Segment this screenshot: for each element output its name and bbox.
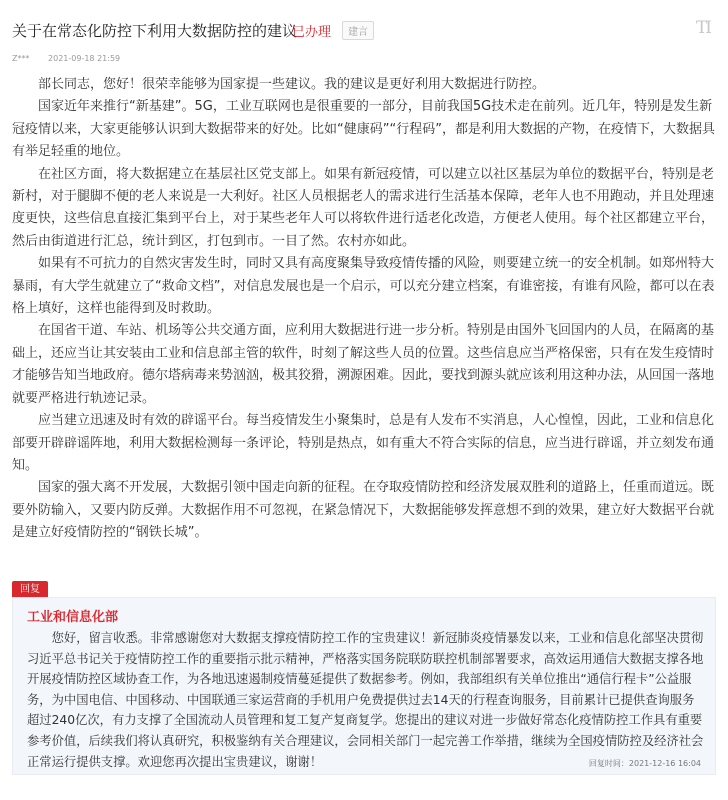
- message-body: [12, 74, 716, 545]
- message-paragraph: 在社区方面，将大数据建立在基层社区党支部上。如果有新冠疫情，可以建立以社区基层为单位的数据平台，特别是老新村，对于腿脚不便的老人来说是一大利好。社区人员根据老人的需求进行生活基本保障，老年人也不用跑动，并且处理速度更快，这些信息直接汇集到平台上，对于某些老年人可以将软件进行适老化改造，方便老人使用。每个社区都建立平台，然后由街道进行汇总，统计到区，打包到市。一目了然。农村亦如此。: [12, 166, 715, 249]
- message-paragraph: 部长同志，您好！很荣幸能够为国家提一些建议。我的建议是更好利用大数据进行防控。: [38, 77, 546, 92]
- reply-time: 回复时间：2021-12-16 16:04: [588, 759, 701, 768]
- category-tag: 建言: [342, 21, 374, 40]
- message-paragraph: 国家的强大离不开发展，大数据引领中国走向新的征程。在夺取疫情防控和经济发展双胜利的道路上，任重而道远。既要外防输入，又要内防反弹。大数据作用不可忽视，在紧急情况下，大数据能够发挥意想不到的效果，建立好大数据平台就是建立好疫情防控的“钢铁长城”。: [12, 480, 715, 541]
- message-paragraph: 国家近年来推行“新基建”。5G，工业互联网也是很重要的一部分，目前我国5G技术走在前列。近几年，特别是发生新冠疫情以来，大家更能够认识到大数据带来的好处。比如“健康码”“行程码”，都是利用大数据的产物，在疫情下，大数据具有举足轻重的地位。: [12, 99, 715, 160]
- author-name: Z***: [12, 54, 30, 63]
- page-header: [12, 14, 716, 48]
- reply-organization: 工业和信息化部: [27, 610, 119, 625]
- message-paragraph: 如果有不可抗力的自然灾害发生时，同时又具有高度聚集导致疫情传播的风险，则要建立统一的安全机制。如郑州特大暴雨，有大学生就建立了“救命文档”，对信息发展也是一个启示，可以充分建立档案，有谁密接，有谁有风险，都可以在表格上填好，这样也能得到及时救助。: [12, 256, 715, 317]
- reply-tab: 回复: [12, 581, 48, 598]
- message-paragraph: 应当建立迅速及时有效的辟谣平台。每当疫情发生小聚集时，总是有人发布不实消息，人心惶惶，因此，工业和信息化部要开辟辟谣阵地，利用大数据检测每一条评论，特别是热点，如有重大不符合实际的信息，应当进行辟谣，并立刻发布通知。: [12, 413, 715, 473]
- message-paragraph: 在国省干道、车站、机场等公共交通方面，应利用大数据进行进一步分析。特别是由国外飞回国内的人员，在隔离的基础上，还应当让其安装由工业和信息部主管的软件，时刻了解这些人员的位置。这些信息应当严格保密，只有在发生疫情时才能够告知当地政府。德尔塔病毒来势汹汹，极其狡猾，溯源困难。因此，要找到源头就应该利用这种办法，从回国一落地就要严格进行轨迹记录。: [12, 323, 715, 406]
- post-meta: [12, 54, 120, 63]
- status-label: 已办理: [292, 25, 332, 40]
- reply-box: [12, 597, 716, 775]
- page-title: 关于在常态化防控下利用大数据防控的建议: [12, 22, 298, 40]
- post-date: 2021-09-18 21:59: [48, 54, 121, 63]
- font-size-toggle-icon[interactable]: TI: [695, 18, 710, 38]
- reply-content: 您好，留言收悉。非常感谢您对大数据支撑疫情防控工作的宝贵建议！新冠肺炎疫情暴发以来，工业和信息化部坚决贯彻习近平总书记关于疫情防控工作的重要指示批示精神，严格落实国务院联防联控机制部署要求，高效运用通信大数据支撑各地开展疫情防控区域协查工作，为各地迅速遏制疫情蔓延提供了数据参考。例如，我部组织有关单位推出“通信行程卡”公益服务，为中国电信、中国移动、中国联通三家运营商的手机用户免费提供过去14天的行程查询服务，目前累计已提供查询服务超过240亿次，有力支撑了全国流动人员管理和复工复产复商复学。您提出的建议对进一步做好常态化疫情防控工作具有重要参考价值，后续我们将认真研究，积极鉴纳有关合理建议，会同相关部门一起完善工作举措，继续为全国疫情防控及经济社会正常运行提供支撑。欢迎您再次提出宝贵建议，谢谢！: [27, 631, 704, 769]
